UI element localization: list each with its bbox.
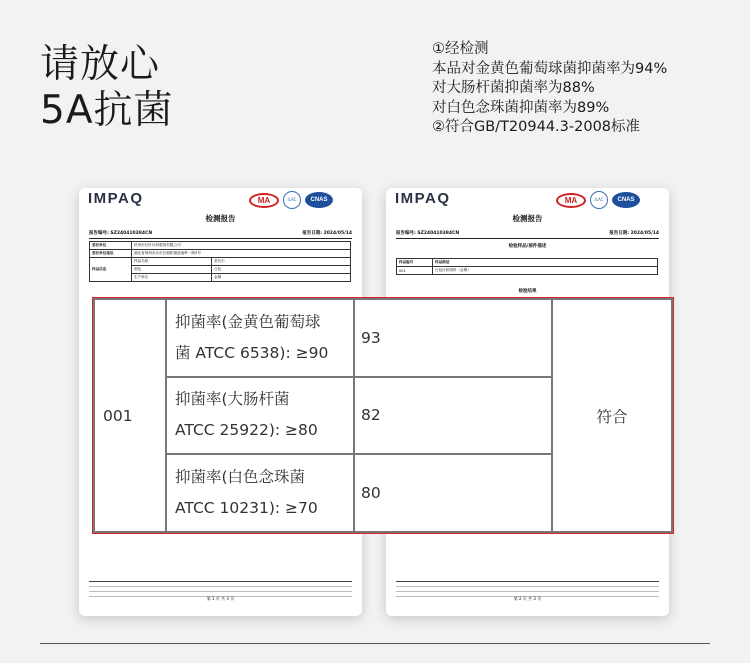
impaq-logo: IMPAQ — [88, 190, 144, 207]
note-line: ①经检测 — [432, 41, 489, 57]
test-value: 82 — [354, 377, 552, 455]
results-heading: 检验结果 — [518, 289, 537, 294]
client-info-table: 委托单位 杭州市红叶针织服饰有限公司 委托单位地址 湖北省荆州市沙市区朝阳街道南岭一路5号 样品信息 样品名称 美代尔 颜色 白色 生产单位 金佩 — [89, 241, 351, 282]
conclusion: 符合 — [552, 299, 672, 532]
results-zoom-highlight — [92, 297, 674, 534]
ma-cert-icon: MA — [249, 193, 279, 208]
report-title: 检测报告 — [205, 214, 236, 223]
report-number: 报告编号: SZ240410384CN — [89, 231, 153, 236]
table-row — [94, 299, 672, 377]
report-date: 报告日期: 2024/05/14 — [302, 231, 352, 236]
headline-line-1: 请放心 — [40, 42, 161, 87]
ma-cert-icon: MA — [556, 193, 586, 208]
cert-fine-print — [644, 198, 666, 203]
test-item: 抑菌率(白色念珠菌 ATCC 10231): ≥70 — [166, 454, 354, 532]
impaq-logo: IMPAQ — [395, 190, 451, 207]
report-meta — [396, 230, 659, 236]
bottom-divider — [40, 643, 710, 644]
test-value: 93 — [354, 299, 552, 377]
test-notes — [432, 40, 667, 138]
note-line: ②符合GB/T20944.3-2008标准 — [432, 119, 641, 136]
test-item: 抑菌率(大肠杆菌 ATCC 25922): ≥80 — [166, 377, 354, 455]
sample-description-heading: 检验样品/部件描述 — [508, 244, 547, 249]
cert-marks — [556, 191, 666, 209]
divider — [89, 238, 352, 239]
note-line: 对白色念珠菌抑菌率为89% — [432, 99, 610, 116]
divider — [396, 238, 659, 239]
report-meta — [89, 230, 352, 236]
test-value: 80 — [354, 454, 552, 532]
page-number: 第 2 页 共 3 页 — [513, 596, 542, 601]
note-line: 本品对金黄色葡萄球菌抑菌率为94% — [432, 60, 668, 77]
report-title: 检测报告 — [512, 214, 543, 223]
headline-line-2: 5A抗菌 — [40, 88, 174, 133]
sample-table: 样品编号 样品描述 001 白色针织面料（金佩） — [396, 258, 658, 275]
headline — [40, 42, 174, 134]
test-item: 抑菌率(金黄色葡萄球 菌 ATCC 6538): ≥90 — [166, 299, 354, 377]
sample-id: 001 — [94, 299, 166, 532]
cert-marks — [249, 191, 359, 209]
antibacterial-results-table — [93, 298, 673, 533]
cnas-cert-icon: CNAS — [612, 192, 640, 208]
note-line: 对大肠杆菌抑菌率为88% — [432, 80, 595, 97]
cnas-cert-icon: CNAS — [305, 192, 333, 208]
cert-fine-print — [337, 198, 359, 203]
report-date: 报告日期: 2024/05/14 — [609, 231, 659, 236]
report-number: 报告编号: SZ240410384CN — [396, 231, 460, 236]
ilac-cert-icon: ILAC — [590, 191, 608, 209]
ilac-cert-icon: ILAC — [283, 191, 301, 209]
page-number: 第 1 页 共 3 页 — [206, 596, 235, 601]
